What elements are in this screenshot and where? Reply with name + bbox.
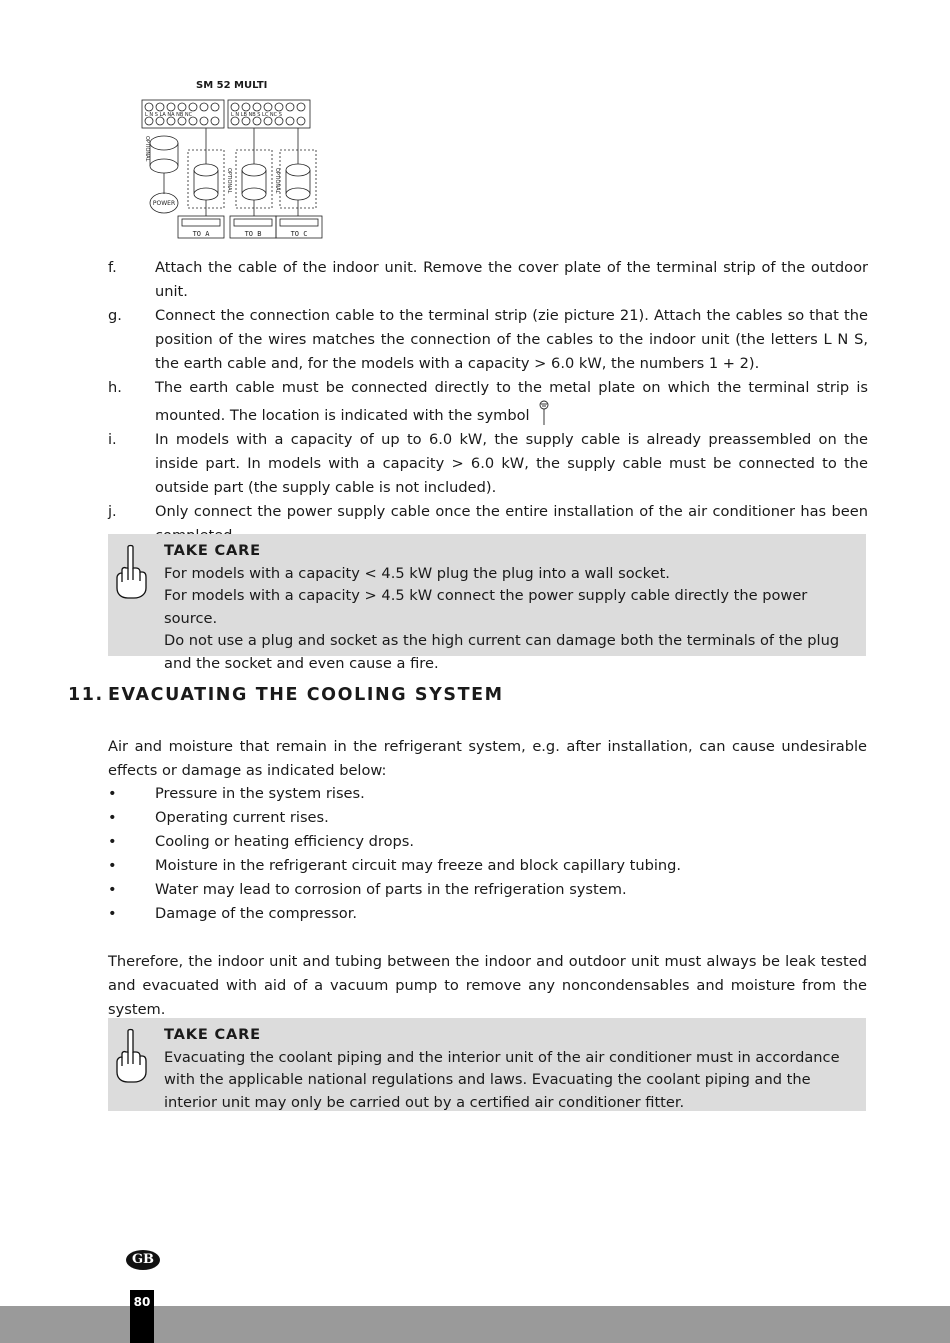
effects-list (108, 782, 868, 926)
earth-symbol-icon (538, 400, 550, 426)
list-item (108, 854, 868, 878)
list-text: Operating current rises. (155, 809, 329, 826)
list-item (108, 428, 868, 500)
wiring-diagram-drawing (138, 98, 328, 240)
bullet-icon: • (108, 809, 117, 826)
list-text: Attach the cable of the indoor unit. Remove the cover plate of the terminal strip of the outdoor unit. (155, 259, 868, 300)
cable-cylinder-a (188, 128, 224, 208)
diagram-title: SM 52 MULTI (196, 80, 268, 91)
list-item (108, 830, 868, 854)
list-text: Damage of the compressor. (155, 905, 358, 922)
list-text (155, 376, 868, 428)
list-item (108, 902, 868, 926)
section-number: 11. (68, 685, 104, 705)
section-heading (68, 685, 504, 705)
therefore-paragraph: Therefore, the indoor unit and tubing between the indoor and outdoor unit must always be leak tested and evacuated with aid of a vacuum pump to remove any noncondensables and moisture from the system. (108, 953, 867, 1018)
take-care-box (108, 1018, 866, 1111)
pointing-hand-icon (114, 544, 148, 600)
take-care-line: For models with a capacity > 4.5 kW connect the power supply cable directly the power source. (164, 587, 808, 627)
take-care-line: Do not use a plug and socket as the high current can damage both the terminals of the plug and the socket and even cause a fire. (164, 632, 840, 672)
cable-cylinder-c (280, 128, 316, 208)
list-text: Connect the connection cable to the terminal strip (zie picture 21). Attach the cables so that the position of the wires matches the connection of the cables to the indoor unit (the letters L N S, the earth cable and, for the models with a capacity > 6.0 kW, the numbers 1 + 2). (155, 307, 868, 372)
bullet-icon: • (108, 905, 117, 922)
list-item (108, 782, 868, 806)
bullet-icon: • (108, 785, 117, 802)
terminal-labels-left: L N S LA NA NB NC (145, 112, 193, 118)
list-text: Cooling or heating efficiency drops. (155, 833, 415, 850)
take-care-heading: TAKE CARE (164, 542, 261, 559)
list-item (108, 806, 868, 830)
list-marker: i. (108, 431, 117, 448)
take-care-line: For models with a capacity < 4.5 kW plug the plug into a wall socket. (164, 564, 670, 582)
take-care-content (164, 540, 858, 675)
optional-label-1: OPTIONAL (144, 136, 150, 162)
list-text: Only connect the power supply cable once the entire installation of the air conditioner has been (155, 503, 868, 520)
list-marker: g. (108, 307, 122, 324)
cable-cylinder-b (236, 128, 272, 208)
to-a-label: TO A (192, 230, 210, 238)
optional-label-2: OPTIONAL (226, 168, 232, 194)
bullet-icon: • (108, 881, 117, 898)
list-marker: f. (108, 259, 117, 276)
to-c-label: TO C (290, 230, 308, 238)
take-care-box (108, 534, 866, 672)
optional-label-3: OPTIONAL (274, 168, 280, 194)
list-marker: h. (108, 379, 122, 396)
language-badge: GB (126, 1250, 160, 1270)
take-care-text: Evacuating the coolant piping and the interior unit of the air conditioner must in accordance with the applicable national regulations and laws. Evacuating the coolant piping and the interior unit may only be carried out by a certified air conditioner fitter. (164, 1048, 840, 1111)
list-text: Pressure in the system rises. (155, 785, 365, 802)
bullet-icon: • (108, 833, 117, 850)
pointing-hand-icon (114, 1028, 148, 1084)
list-item (108, 256, 868, 304)
to-b-label: TO B (244, 230, 262, 238)
intro-paragraph: Air and moisture that remain in the refrigerant system, e.g. after installation, can cause undesirable effects or damage as indicated below: (108, 738, 867, 779)
list-text: Water may lead to corrosion of parts in the refrigeration system. (155, 881, 627, 898)
list-marker: j. (108, 503, 117, 520)
terminal-labels-right: L N LB NB S LC NC S (231, 112, 282, 118)
take-care-content (164, 1024, 858, 1114)
list-text: In models with a capacity of up to 6.0 kW, the supply cable is already preassembled on the inside part. In models with a capacity > 6.0 kW, the supply cable must be connected to the outside part (the supply cable is not included). (155, 431, 868, 496)
installation-steps (108, 256, 868, 548)
page-number: 80 (130, 1290, 154, 1343)
section-title: EVACUATING THE COOLING SYSTEM (108, 685, 504, 705)
wiring-diagram (138, 80, 328, 240)
power-label: POWER (152, 200, 176, 207)
bullet-icon: • (108, 857, 117, 874)
list-item (108, 304, 868, 376)
list-text: Moisture in the refrigerant circuit may freeze and block capillary tubing. (155, 857, 682, 874)
list-item (108, 376, 868, 428)
list-text-content: The earth cable must be connected directly to the metal plate on which the terminal strip is mounted. The location is indicated with the symbol (155, 379, 868, 424)
list-item (108, 878, 868, 902)
power-cable-cylinder (150, 136, 178, 173)
take-care-heading: TAKE CARE (164, 1026, 261, 1043)
